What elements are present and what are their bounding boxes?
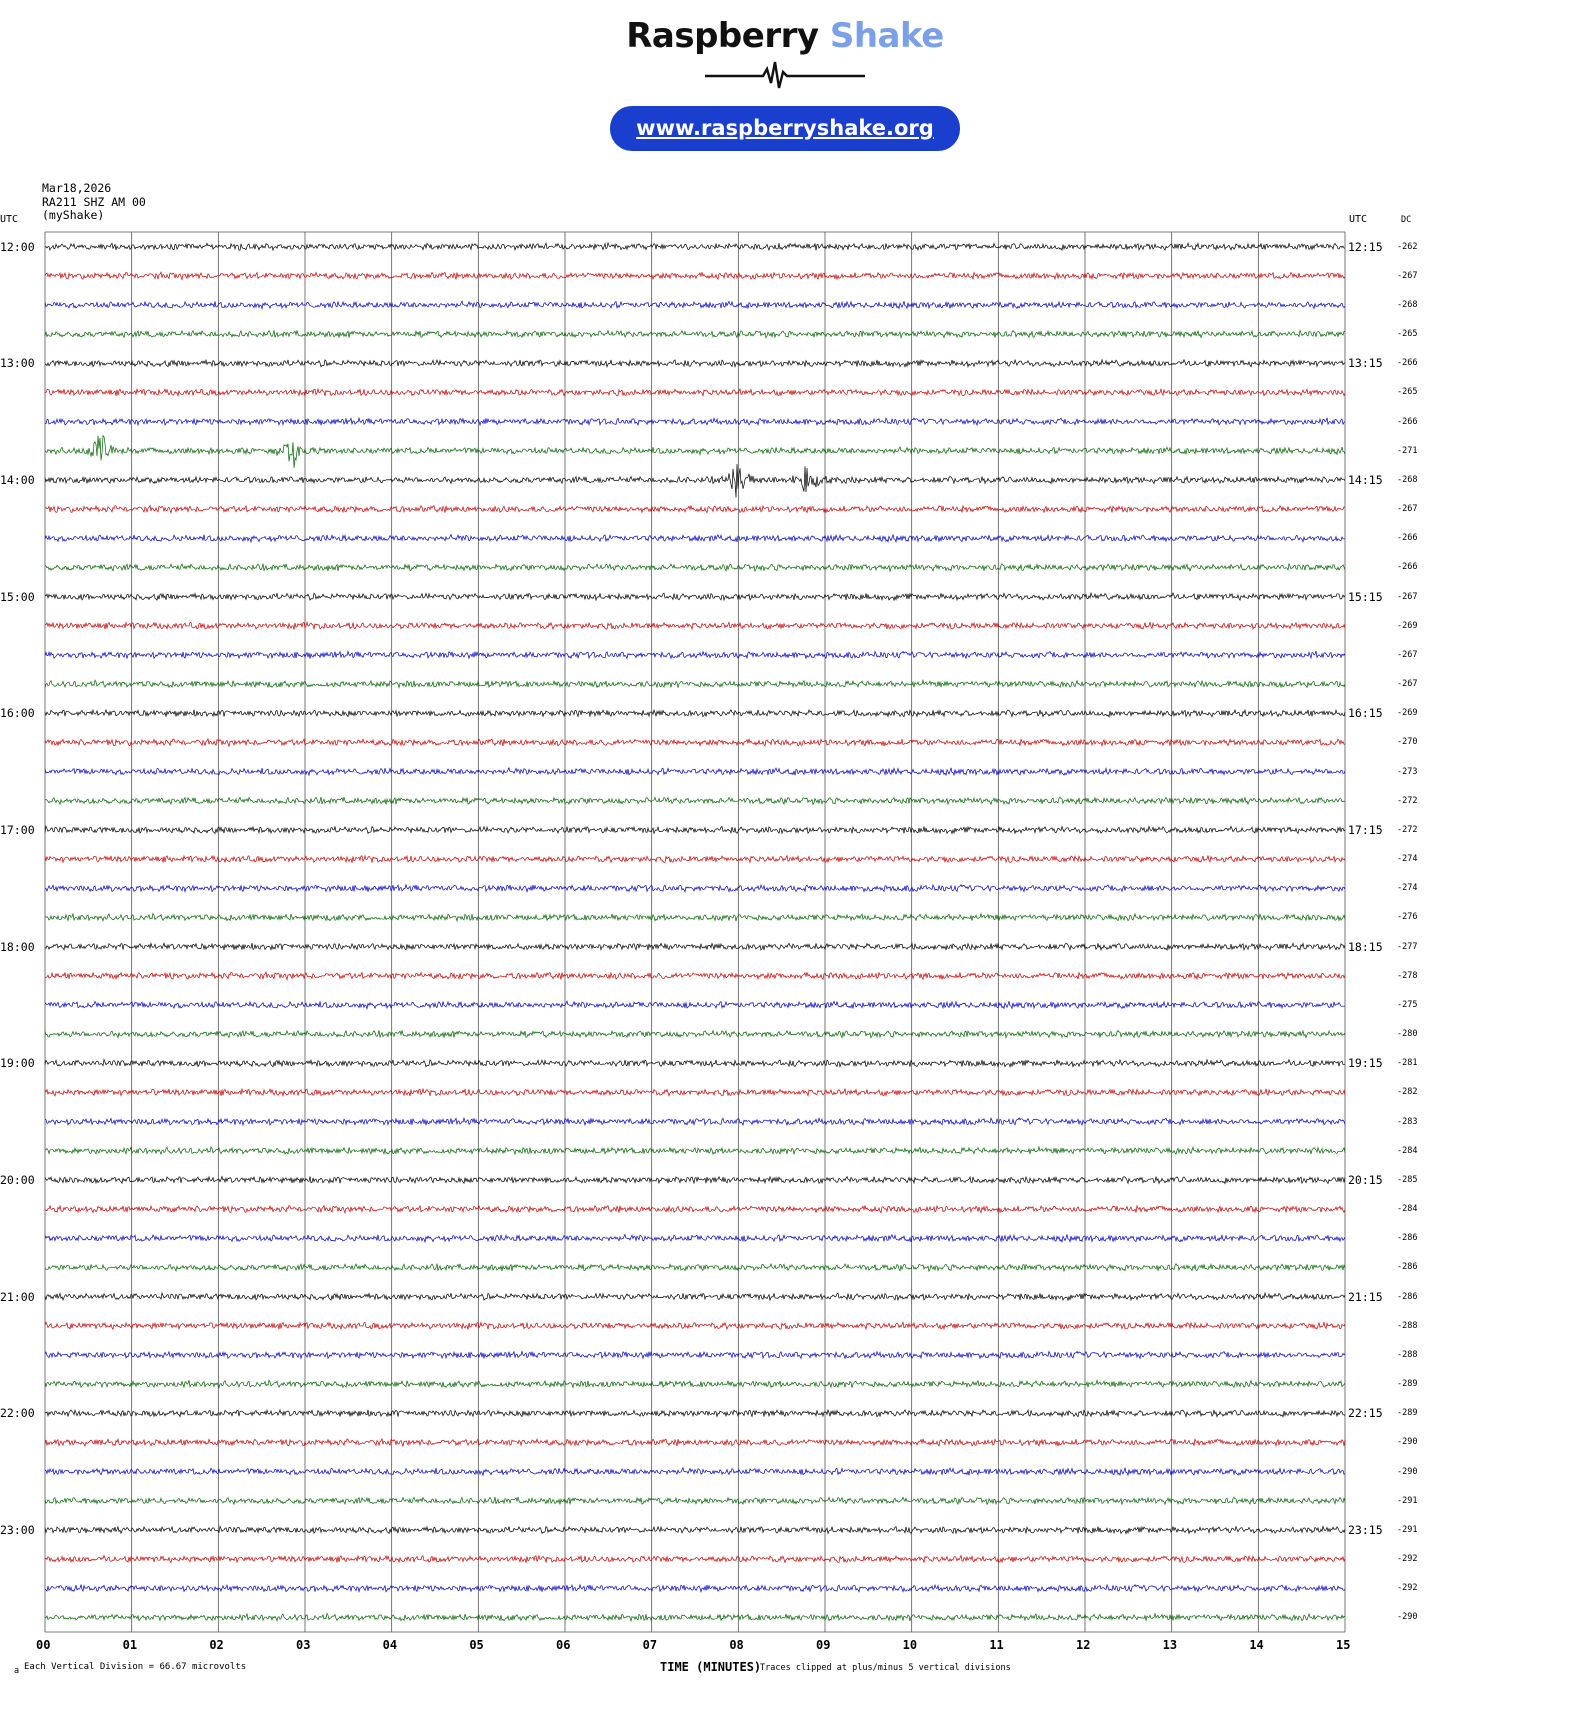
dc-value-label: -266 xyxy=(1397,358,1418,369)
dc-value-label: -288 xyxy=(1397,1320,1418,1331)
dc-value-label: -266 xyxy=(1397,562,1418,573)
row-time-label-right: 12:15 xyxy=(1348,239,1383,254)
vertical-division-note: Each Vertical Division = 66.67 microvolts xyxy=(24,1662,247,1672)
row-time-label-right: 16:15 xyxy=(1348,706,1383,721)
dc-value-label: -269 xyxy=(1397,620,1418,631)
row-time-label-left: 14:00 xyxy=(0,472,35,487)
left-axis-header: UTC xyxy=(0,214,19,225)
plot-metadata xyxy=(42,182,146,223)
row-time-label-right: 17:15 xyxy=(1348,822,1383,837)
website-link[interactable]: www.raspberryshake.org xyxy=(610,106,960,151)
dc-value-label: -290 xyxy=(1397,1466,1418,1477)
row-time-label-left: 15:00 xyxy=(0,589,35,604)
dc-value-label: -284 xyxy=(1397,1145,1418,1156)
dc-value-label: -285 xyxy=(1397,1174,1418,1185)
dc-value-label: -286 xyxy=(1397,1291,1418,1302)
minute-tick-label: 11 xyxy=(989,1638,1004,1652)
minute-tick-label: 13 xyxy=(1162,1638,1178,1652)
dc-value-label: -288 xyxy=(1397,1349,1418,1360)
dc-value-label: -267 xyxy=(1397,504,1418,515)
minute-tick-label: 07 xyxy=(642,1638,658,1652)
dc-value-label: -267 xyxy=(1397,679,1418,690)
dc-value-label: -269 xyxy=(1397,708,1418,719)
dc-value-label: -277 xyxy=(1397,941,1418,952)
brand-title xyxy=(0,16,1570,56)
row-time-label-right: 13:15 xyxy=(1348,356,1383,371)
row-time-label-left: 22:00 xyxy=(0,1406,35,1421)
xaxis-title: TIME (MINUTES) xyxy=(660,1660,762,1674)
row-time-label-left: 18:00 xyxy=(0,939,35,954)
dc-value-label: -280 xyxy=(1397,1029,1418,1040)
minute-tick-label: 12 xyxy=(1076,1638,1091,1652)
dc-value-label: -274 xyxy=(1397,883,1418,894)
dc-value-label: -286 xyxy=(1397,1233,1418,1244)
dc-value-label: -281 xyxy=(1397,1058,1418,1069)
row-time-label-left: 16:00 xyxy=(0,706,35,721)
row-time-label-right: 19:15 xyxy=(1348,1056,1383,1071)
row-time-label-left: 13:00 xyxy=(0,356,35,371)
dc-value-label: -274 xyxy=(1397,854,1418,865)
minute-tick-label: 00 xyxy=(36,1638,51,1652)
dc-value-label: -289 xyxy=(1397,1379,1418,1390)
dc-value-label: -275 xyxy=(1397,999,1418,1010)
dc-value-label: -278 xyxy=(1397,970,1418,981)
trace-canvas xyxy=(0,170,1570,1730)
dc-value-label: -276 xyxy=(1397,912,1418,923)
dc-value-label: -266 xyxy=(1397,533,1418,544)
meta-nickname: (myShake) xyxy=(42,208,105,222)
row-time-label-right: 21:15 xyxy=(1348,1289,1383,1304)
clip-note: Traces clipped at plus/minus 5 vertical divisions xyxy=(760,1663,1011,1673)
helicorder-plot xyxy=(0,170,1570,1730)
dc-axis-header: DC xyxy=(1401,215,1412,225)
dc-value-label: -266 xyxy=(1397,416,1418,427)
page-header xyxy=(0,0,1570,151)
minute-tick-label: 05 xyxy=(469,1638,484,1652)
right-axis-header: UTC xyxy=(1349,214,1368,225)
row-time-label-right: 14:15 xyxy=(1348,472,1383,487)
dc-value-label: -290 xyxy=(1397,1612,1418,1623)
brand-word-raspberry: Raspberry xyxy=(626,16,819,56)
minute-tick-label: 15 xyxy=(1336,1638,1351,1652)
minute-tick-label: 09 xyxy=(816,1638,831,1652)
row-time-label-left: 21:00 xyxy=(0,1289,35,1304)
dc-value-label: -268 xyxy=(1397,474,1418,485)
dc-value-label: -270 xyxy=(1397,737,1418,748)
dc-value-label: -292 xyxy=(1397,1554,1418,1565)
dc-value-label: -272 xyxy=(1397,795,1418,806)
meta-date: Mar18,2026 xyxy=(42,181,112,195)
row-time-label-left: 19:00 xyxy=(0,1056,35,1071)
dc-value-label: -267 xyxy=(1397,591,1418,602)
seismic-wave-icon xyxy=(705,58,865,92)
minute-tick-label: 14 xyxy=(1249,1638,1264,1652)
dc-value-label: -265 xyxy=(1397,387,1418,398)
row-time-label-left: 17:00 xyxy=(0,822,35,837)
dc-value-label: -267 xyxy=(1397,270,1418,281)
dc-value-label: -291 xyxy=(1397,1524,1418,1535)
row-time-label-right: 20:15 xyxy=(1348,1172,1383,1187)
dc-value-label: -268 xyxy=(1397,299,1418,310)
dc-value-label: -292 xyxy=(1397,1583,1418,1594)
minute-tick-label: 02 xyxy=(209,1638,224,1652)
row-time-label-left: 20:00 xyxy=(0,1172,35,1187)
scale-note-prefix: a xyxy=(14,1666,20,1676)
dc-value-label: -289 xyxy=(1397,1408,1418,1419)
dc-value-label: -262 xyxy=(1397,241,1418,252)
dc-value-label: -271 xyxy=(1397,445,1418,456)
dc-value-label: -272 xyxy=(1397,824,1418,835)
row-time-label-left: 12:00 xyxy=(0,239,35,254)
dc-value-label: -283 xyxy=(1397,1116,1418,1127)
row-time-label-right: 18:15 xyxy=(1348,939,1383,954)
brand-word-shake: Shake xyxy=(829,16,944,56)
dc-value-label: -284 xyxy=(1397,1204,1418,1215)
dc-value-label: -265 xyxy=(1397,329,1418,340)
minute-tick-label: 01 xyxy=(122,1638,138,1652)
minute-tick-label: 08 xyxy=(729,1638,744,1652)
dc-value-label: -282 xyxy=(1397,1087,1418,1098)
dc-value-label: -273 xyxy=(1397,766,1418,777)
row-time-label-right: 22:15 xyxy=(1348,1406,1383,1421)
minute-tick-label: 06 xyxy=(556,1638,571,1652)
dc-value-label: -286 xyxy=(1397,1262,1418,1273)
dc-value-label: -290 xyxy=(1397,1437,1418,1448)
row-time-label-right: 15:15 xyxy=(1348,589,1383,604)
meta-station: RA211 SHZ AM 00 xyxy=(42,194,146,209)
minute-tick-label: 10 xyxy=(902,1638,918,1652)
row-time-label-right: 23:15 xyxy=(1348,1522,1383,1537)
dc-value-label: -291 xyxy=(1397,1495,1418,1506)
minute-tick-label: 04 xyxy=(382,1638,398,1652)
dc-value-label: -267 xyxy=(1397,649,1418,660)
row-time-label-left: 23:00 xyxy=(0,1522,35,1537)
minute-tick-label: 03 xyxy=(296,1638,311,1652)
